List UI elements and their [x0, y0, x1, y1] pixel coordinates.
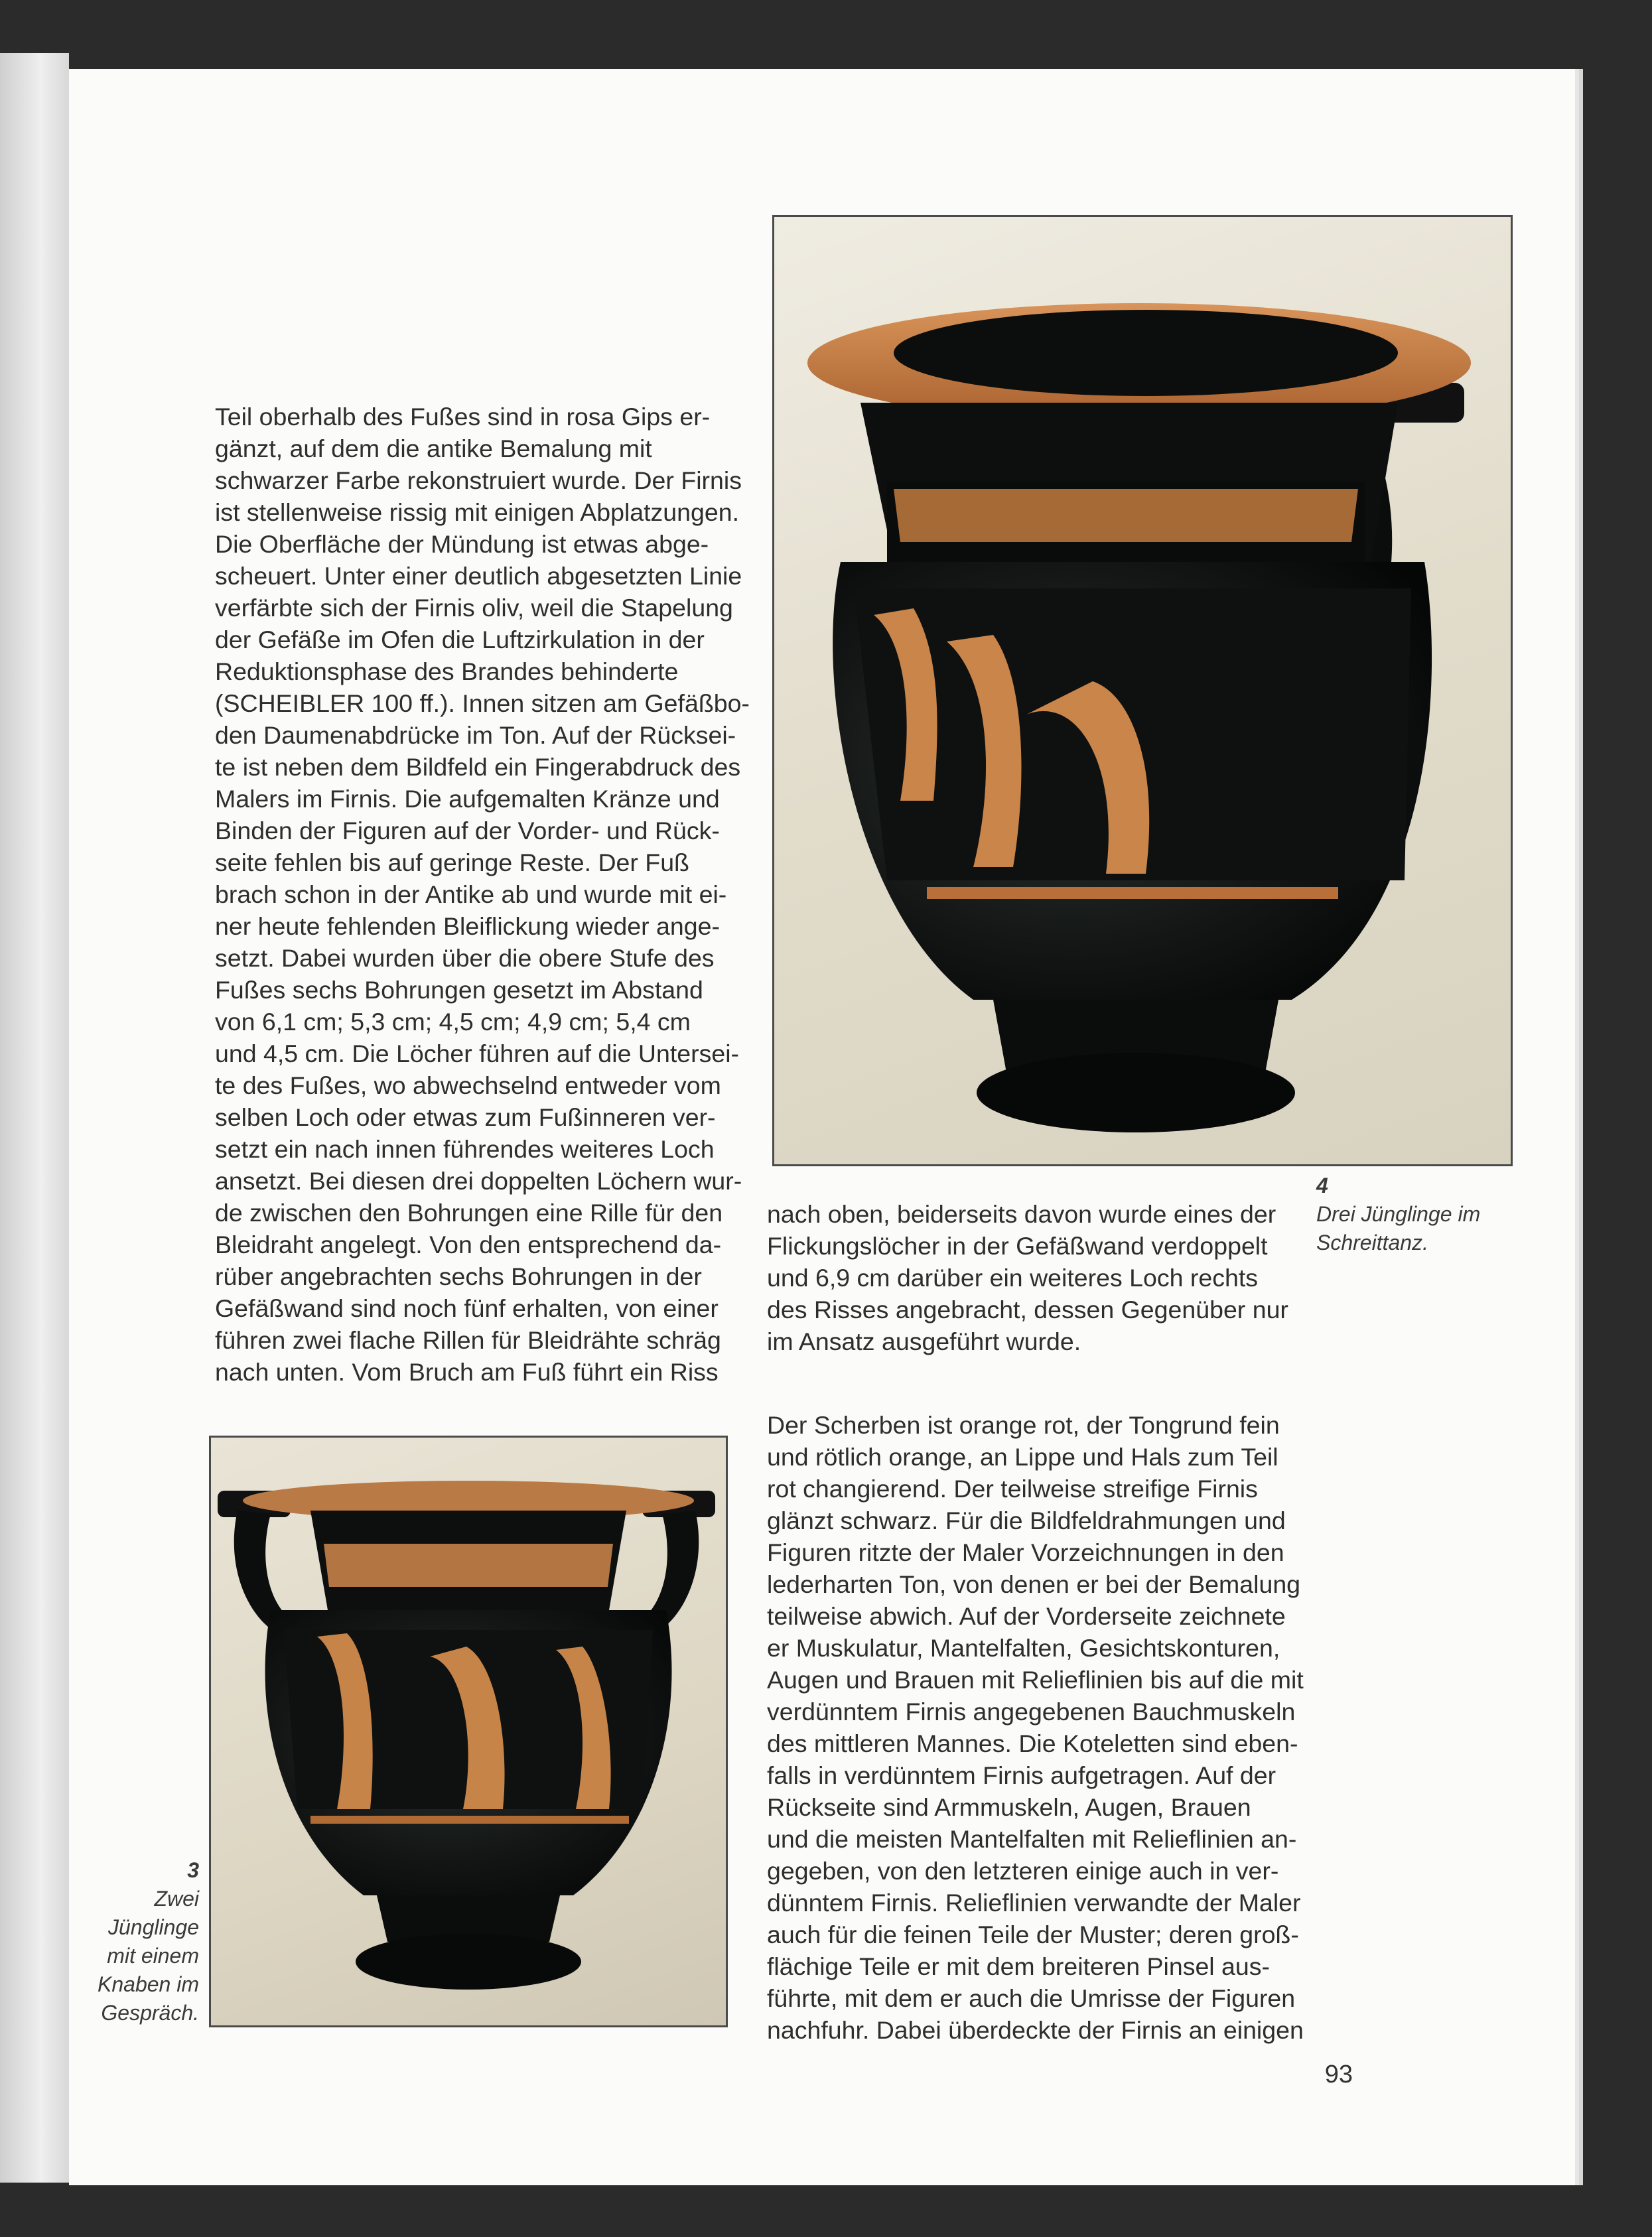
caption-line: Knaben im: [98, 1972, 199, 1996]
text-line: nachfuhr. Dabei überdeckte der Firnis an einigen: [767, 2016, 1304, 2044]
caption-line: Drei Jünglinge im: [1316, 1202, 1481, 1226]
text-line: gänzt, auf dem die antike Bemalung mit: [215, 435, 652, 462]
text-line: falls in verdünntem Firnis aufgetragen. Auf der: [767, 1761, 1276, 1789]
caption-line: Schreittanz.: [1316, 1231, 1428, 1254]
text-line: des mittleren Mannes. Die Koteletten sind eben-: [767, 1729, 1298, 1757]
text-line: gegeben, von den letzteren einige auch in ver-: [767, 1857, 1279, 1885]
text-line: flächige Teile er mit dem breiteren Pinsel aus-: [767, 1952, 1271, 1980]
text-line: und rötlich orange, an Lippe und Hals zum Teil: [767, 1443, 1278, 1471]
text-line: glänzt schwarz. Für die Bildfeldrahmungen und: [767, 1507, 1286, 1534]
text-line: führte, mit dem er auch die Umrisse der Figuren: [767, 1984, 1296, 2012]
figure-3-number: 3: [187, 1858, 199, 1882]
text-line: auch für die feinen Teile der Muster; deren groß-: [767, 1921, 1299, 1948]
text-line: scheuert. Unter einer deutlich abgesetzten Linie: [215, 562, 742, 590]
text-line: nach oben, beiderseits davon wurde eines der: [767, 1200, 1276, 1228]
text-line: ner heute fehlenden Bleiflickung wieder ange-: [215, 912, 720, 940]
text-line: Binden der Figuren auf der Vorder- und Rück-: [215, 817, 720, 845]
text-line: brach schon in der Antike ab und wurde mit ei-: [215, 880, 727, 908]
text-line: dünntem Firnis. Relieflinien verwandte der Maler: [767, 1889, 1301, 1917]
text-line: Figuren ritzte der Maler Vorzeichnungen in den: [767, 1538, 1284, 1566]
column-krater-image: [211, 1438, 726, 2025]
text-line: und 4,5 cm. Die Löcher führen auf die Untersei-: [215, 1040, 740, 1067]
page-number: 93: [1324, 2061, 1353, 2088]
body-text-right-column-upper: [767, 1198, 1352, 1357]
text-line: ansetzt. Bei diesen drei doppelten Löchern wur-: [215, 1167, 742, 1195]
figure-3-photo: [209, 1436, 728, 2027]
text-line: teilweise abwich. Auf der Vorderseite zeichnete: [767, 1602, 1286, 1630]
book-page: [69, 69, 1575, 2185]
body-text-left-column: [215, 401, 799, 1388]
text-line: seite fehlen bis auf geringe Reste. Der Fuß: [215, 848, 689, 876]
text-line: rot changierend. Der teilweise streifige Firnis: [767, 1475, 1258, 1503]
column-krater-image: [774, 217, 1511, 1164]
text-line: Rückseite sind Armmuskeln, Augen, Brauen: [767, 1793, 1251, 1821]
text-line: (SCHEIBLER 100 ff.). Innen sitzen am Gefäßbo-: [215, 689, 750, 717]
facing-page-edge: [0, 53, 69, 2183]
text-line: te des Fußes, wo abwechselnd entweder vom: [215, 1071, 721, 1099]
body-text-right-column-lower: [767, 1409, 1352, 2046]
text-line: führen zwei flache Rillen für Bleidrähte schräg: [215, 1326, 721, 1354]
text-line: Reduktionsphase des Brandes behinderte: [215, 657, 679, 685]
text-line: de zwischen den Bohrungen eine Rille für den: [215, 1199, 723, 1227]
text-line: Der Scherben ist orange rot, der Tongrund fein: [767, 1411, 1280, 1439]
text-line: verfärbte sich der Firnis oliv, weil die Stapelung: [215, 594, 733, 622]
figure-4-number: 4: [1316, 1174, 1328, 1197]
text-line: Malers im Firnis. Die aufgemalten Kränze und: [215, 785, 720, 813]
text-line: und die meisten Mantelfalten mit Relieflinien an-: [767, 1825, 1297, 1853]
text-line: Teil oberhalb des Fußes sind in rosa Gips er-: [215, 403, 711, 431]
text-line: den Daumenabdrücke im Ton. Auf der Rücksei-: [215, 721, 736, 749]
text-line: Die Oberfläche der Mündung ist etwas abge-: [215, 530, 709, 558]
text-line: Bleidraht angelegt. Von den entsprechend da-: [215, 1231, 722, 1258]
caption-line: mit einem: [107, 1944, 199, 1968]
caption-line: Jünglinge: [108, 1915, 199, 1939]
text-line: Augen und Brauen mit Relieflinien bis auf die mit: [767, 1666, 1304, 1694]
text-line: der Gefäße im Ofen die Luftzirkulation in der: [215, 626, 705, 653]
caption-line: Zwei: [154, 1887, 199, 1911]
caption-line: Gespräch.: [101, 2001, 199, 2025]
figure-4-photo: [772, 215, 1513, 1166]
text-line: im Ansatz ausgeführt wurde.: [767, 1327, 1081, 1355]
text-line: te ist neben dem Bildfeld ein Fingerabdruck des: [215, 753, 741, 781]
text-line: er Muskulatur, Mantelfalten, Gesichtskonturen,: [767, 1634, 1280, 1662]
text-line: selben Loch oder etwas zum Fußinneren ver-: [215, 1103, 716, 1131]
text-line: setzt ein nach innen führendes weiteres Loch: [215, 1135, 715, 1163]
figure-3-caption: [89, 1856, 199, 2027]
text-line: rüber angebrachten sechs Bohrungen in der: [215, 1262, 702, 1290]
text-line: Gefäßwand sind noch fünf erhalten, von einer: [215, 1294, 719, 1322]
text-line: ist stellenweise rissig mit einigen Abplatzungen.: [215, 498, 740, 526]
text-line: nach unten. Vom Bruch am Fuß führt ein Riss: [215, 1358, 719, 1386]
text-line: verdünntem Firnis angegebenen Bauchmuskeln: [767, 1698, 1296, 1726]
text-line: setzt. Dabei wurden über die obere Stufe des: [215, 944, 715, 972]
text-line: und 6,9 cm darüber ein weiteres Loch rechts: [767, 1264, 1258, 1292]
text-line: Flickungslöcher in der Gefäßwand verdoppelt: [767, 1232, 1268, 1260]
text-line: schwarzer Farbe rekonstruiert wurde. Der Firnis: [215, 466, 742, 494]
text-line: lederharten Ton, von denen er bei der Bemalung: [767, 1570, 1301, 1598]
text-line: von 6,1 cm; 5,3 cm; 4,5 cm; 4,9 cm; 5,4 cm: [215, 1008, 691, 1036]
text-line: des Risses angebracht, dessen Gegenüber nur: [767, 1296, 1288, 1323]
text-line: Fußes sechs Bohrungen gesetzt im Abstand: [215, 976, 703, 1004]
